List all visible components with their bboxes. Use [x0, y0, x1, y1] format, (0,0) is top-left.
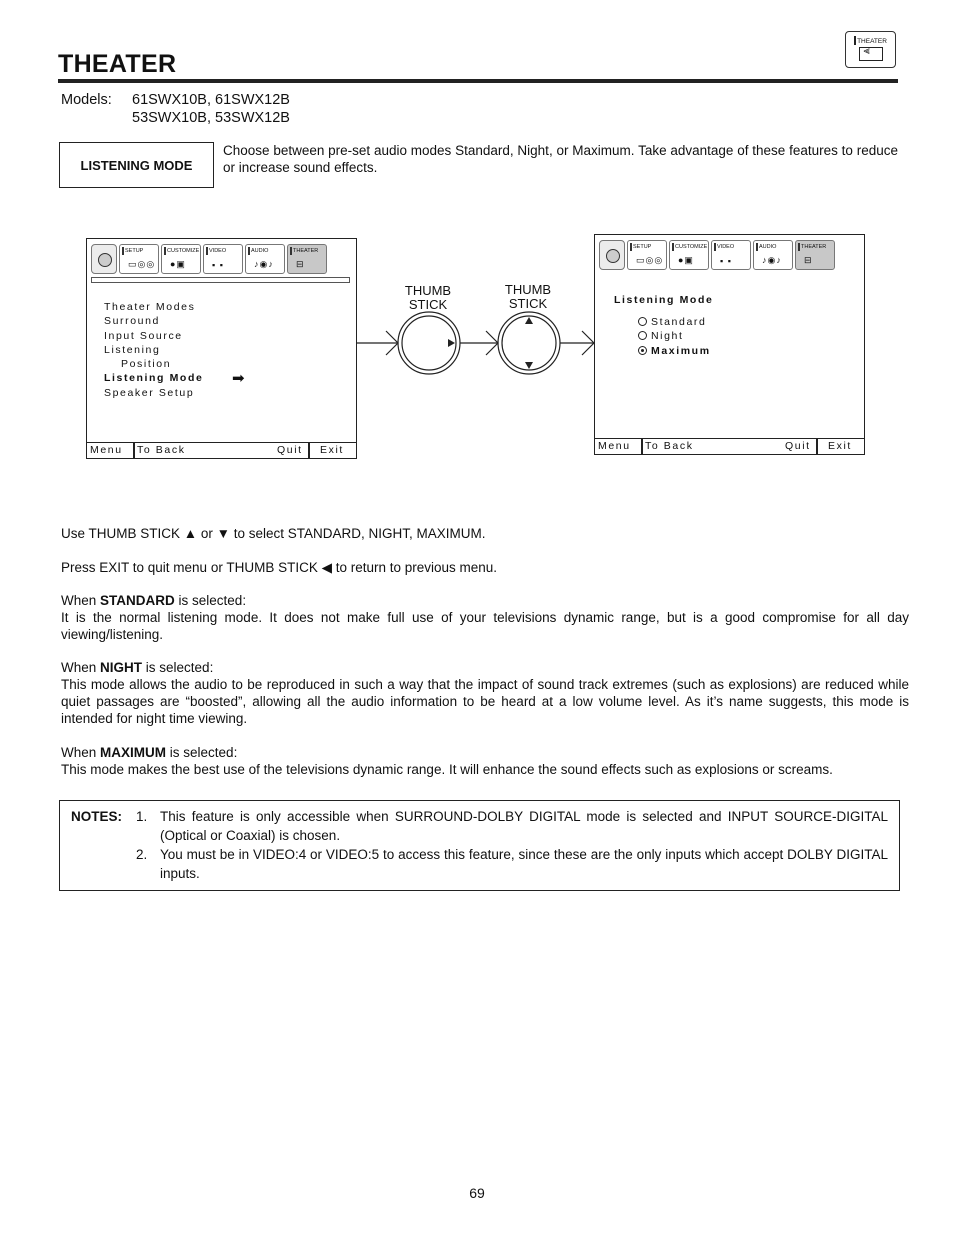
customize-icon: ●▣: [170, 259, 186, 269]
customize-icon: ●▣: [678, 255, 694, 265]
menu-item-position: Position: [121, 358, 172, 371]
menu-screen-listening-mode: [594, 234, 865, 455]
setup-icon: ▭◎◎: [128, 259, 156, 269]
menu-footer: [87, 442, 356, 458]
tab-customize: CUSTOMIZE ●▣: [669, 240, 709, 270]
right-arrow-icon: [448, 339, 455, 347]
mode-heading: When STANDARD is selected:: [61, 593, 247, 608]
models-line-1: 61SWX10B, 61SWX12B: [132, 92, 290, 108]
theater-tab-icon: ⊟: [296, 259, 305, 269]
theater-menu-list: [104, 300, 203, 400]
mode-maximum: [61, 744, 909, 778]
tab-setup: SETUP ▭◎◎: [627, 240, 667, 270]
note-item: 2. You must be in VIDEO:4 or VIDEO:5 to access this feature, since these are the only inputs which accept DOLBY DIGITAL inputs.: [136, 847, 888, 881]
video-icon: ▪ ▪: [212, 260, 224, 270]
tab-theater: THEATER ⊟: [795, 240, 835, 270]
down-arrow-icon: [525, 362, 533, 369]
notes-heading: NOTES:: [71, 809, 123, 824]
menu-tabs: [91, 244, 329, 276]
title-divider: [58, 79, 898, 83]
models-block: [61, 91, 290, 127]
models-line-2: 53SWX10B, 53SWX12B: [132, 110, 290, 126]
audio-icon: ♪◉♪: [762, 255, 782, 265]
footer-exit: Exit: [320, 444, 344, 456]
menu-item-input-source: Input Source: [104, 329, 183, 342]
tab-setup: SETUP ▭◎◎: [119, 244, 159, 274]
menu-item-listening-mode: Listening Mode: [104, 372, 204, 385]
mode-night: [61, 659, 909, 727]
option-standard: Standard: [638, 316, 706, 328]
footer-divider: [308, 443, 310, 458]
footer-exit: Exit: [828, 440, 852, 452]
theater-tab-icon: ⊟: [804, 255, 813, 265]
mode-heading: When MAXIMUM is selected:: [61, 745, 238, 760]
option-night: Night: [638, 330, 684, 342]
mode-standard: [61, 592, 909, 643]
footer-menu: Menu: [90, 444, 123, 456]
tab-audio: AUDIO ♪◉♪: [753, 240, 793, 270]
radio-night: [638, 331, 647, 340]
option-maximum: Maximum: [638, 345, 711, 357]
menu-tabs: [599, 240, 837, 272]
page-number: 69: [469, 1185, 485, 1201]
instruction-press: Press EXIT to quit menu or THUMB STICK ◀ to return to previous menu.: [61, 560, 498, 575]
selection-arrow-icon: ➡: [232, 370, 245, 387]
notes-box: [59, 800, 900, 891]
feature-label-box: [59, 142, 214, 188]
joystick-icon: [91, 244, 117, 274]
up-arrow-icon: [525, 317, 533, 324]
tab-theater: THEATER ⊟: [287, 244, 327, 274]
mode-description: This mode allows the audio to be reproduced in such a way that the impact of sound track extremes (such as explosions) are reduced while quiet passages are “boosted”, allowing all the audio information to be heard at a low volume level. As it’s name suggests, this mode is intended for night time viewing.: [61, 677, 909, 726]
note-item: 1. This feature is only accessible when SURROUND-DOLBY DIGITAL mode is selected and INPUT SOURCE-DIGITAL (Optical or Coaxial) is chosen.: [136, 809, 888, 843]
menu-screen-theater: [86, 238, 357, 459]
footer-quit: Quit: [277, 444, 303, 456]
page-title: THEATER: [58, 50, 177, 78]
badge-bar: [854, 36, 856, 45]
menu-item-surround: Surround: [104, 315, 160, 328]
thumb-stick-label-2: THUMB STICK: [504, 282, 552, 311]
thumb-stick-flow-diagram: [350, 305, 600, 385]
instruction-use: Use THUMB STICK ▲ or ▼ to select STANDARD, NIGHT, MAXIMUM.: [61, 526, 486, 541]
audio-icon: ♪◉♪: [254, 259, 274, 269]
theater-icon: [859, 47, 883, 61]
tab-video: VIDEO ▪ ▪: [203, 244, 243, 274]
joystick-icon: [599, 240, 625, 270]
badge-label: THEATER: [857, 38, 887, 45]
menu-divider: [91, 277, 350, 283]
menu-footer: [595, 438, 864, 454]
radio-maximum: [638, 346, 647, 355]
mode-heading: When NIGHT is selected:: [61, 660, 214, 675]
models-label: Models:: [61, 92, 112, 108]
menu-item-listening: Listening: [104, 343, 161, 356]
radio-standard: [638, 317, 647, 326]
footer-back: To Back: [645, 440, 694, 452]
setup-icon: ▭◎◎: [636, 255, 664, 265]
menu-item-theater-modes: Theater Modes: [104, 301, 196, 313]
tab-audio: AUDIO ♪◉♪: [245, 244, 285, 274]
feature-label: LISTENING MODE: [80, 157, 193, 173]
footer-quit: Quit: [785, 440, 811, 452]
footer-divider: [133, 443, 135, 458]
mode-description: This mode makes the best use of the televisions dynamic range. It will enhance the sound effects such as explosions or screams.: [61, 762, 833, 777]
thumb-stick-label-1: THUMB STICK: [404, 283, 452, 312]
footer-divider: [816, 439, 818, 454]
listening-mode-title: Listening Mode: [614, 294, 714, 306]
footer-divider: [641, 439, 643, 454]
mode-description: It is the normal listening mode. It does not make full use of your televisions dynamic range, but is a good compromise for all day viewing/listening.: [61, 610, 909, 642]
theater-badge: [845, 31, 896, 68]
menu-item-speaker-setup: Speaker Setup: [104, 386, 195, 399]
feature-intro: Choose between pre-set audio modes Standard, Night, or Maximum. Take advantage of these features to reduce or increase sound effects.: [223, 143, 898, 175]
footer-back: To Back: [137, 444, 186, 456]
tab-video: VIDEO ▪ ▪: [711, 240, 751, 270]
tab-customize: CUSTOMIZE ●▣: [161, 244, 201, 274]
video-icon: ▪ ▪: [720, 256, 732, 266]
footer-menu: Menu: [598, 440, 631, 452]
